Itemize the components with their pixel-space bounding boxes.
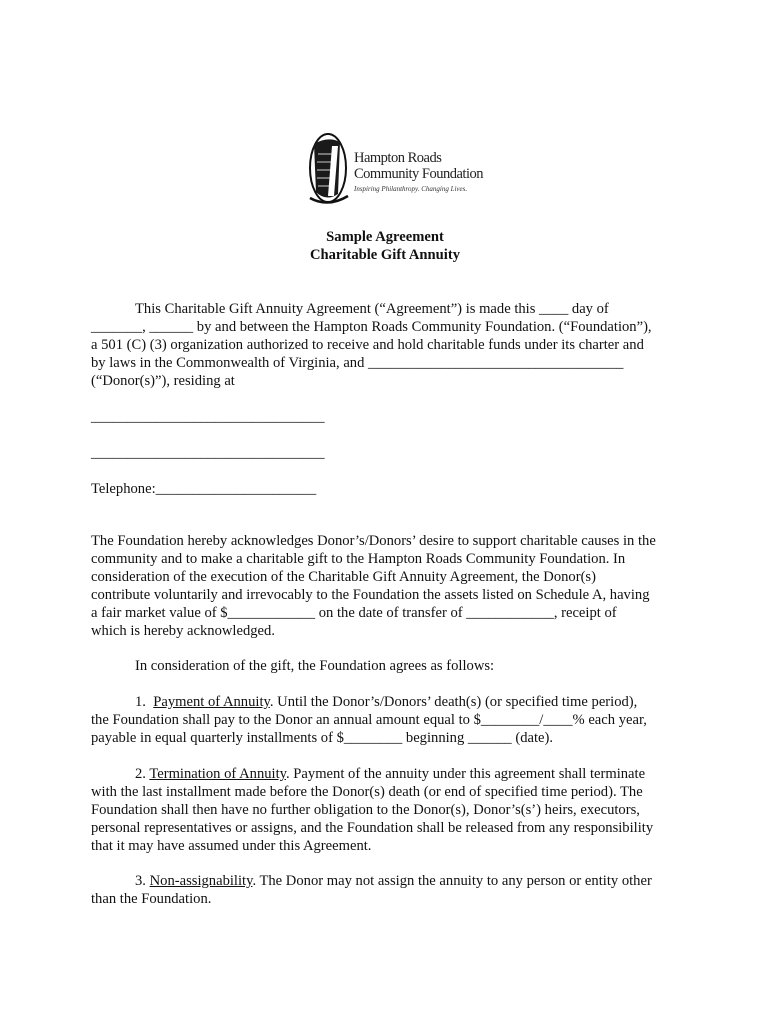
clause-3-heading: Non-assignability [149,873,253,889]
intro-line-5: (“Donor(s)”), residing at [91,373,235,389]
clause-3-line-2: than the Foundation. [91,891,212,907]
clause-3-line-1 [135,872,652,890]
ack-line-5: a fair market value of $____________ on the date of transfer of ____________, receipt of [91,605,617,621]
clause-2-line-5: that it may have assumed under this Agreement. [91,838,372,854]
telephone-line: Telephone:______________________ [91,481,317,497]
clause-1-line-2: the Foundation shall pay to the Donor an annual amount equal to $________/____% each year, [91,712,647,728]
clause-1-number: 1. [135,694,146,710]
intro-line-1: This Charitable Gift Annuity Agreement (“Agreement”) is made this ____ day of [135,301,609,317]
intro-line-3: a 501 (C) (3) organization authorized to receive and hold charitable funds under its charter and [91,337,644,353]
clause-2-line-2: with the last installment made before the Donor(s) death (or end of specified time period). The [91,784,643,800]
consideration-line: In consideration of the gift, the Foundation agrees as follows: [135,658,495,674]
document-subtitle: Charitable Gift Annuity [309,247,460,263]
clause-1-heading: Payment of Annuity [153,694,270,710]
address-line-2: ________________________________ [91,445,325,461]
clause-2-number: 2. [135,766,146,782]
sail-emblem-icon [308,132,352,212]
clause-1-line-3: payable in equal quarterly installments of $________ beginning ______ (date). [91,730,554,746]
clause-2-heading: Termination of Annuity [149,766,286,782]
document-title: Sample Agreement [326,229,444,245]
foundation-logo [308,132,483,212]
intro-line-2: _______, ______ by and between the Hampton Roads Community Foundation. (“Foundation”), [91,319,652,335]
intro-line-4: by laws in the Commonwealth of Virginia, and ___________________________________ [91,355,624,371]
clause-1-text: . Until the Donor’s/Donors’ death(s) (or specified time period), [269,694,638,710]
ack-line-4: contribute voluntarily and irrevocably to the Foundation the assets listed on Schedule A, having [91,587,650,603]
logo-tagline: Inspiring Philanthropy. Changing Lives. [354,185,468,193]
clause-1-line-1 [135,693,637,711]
ack-line-1: The Foundation hereby acknowledges Donor’s/Donors’ desire to support charitable causes in the [91,533,656,549]
clause-2-line-1 [135,765,645,783]
clause-2-line-3: Foundation shall then have no further obligation to the Donor(s), Donor’s(s’) heirs, executors, [91,802,640,818]
clause-2-line-4: personal representatives or assigns, and the Foundation shall be released from any responsibility [91,820,654,836]
ack-line-6: which is hereby acknowledged. [91,623,275,639]
clause-2-text: . Payment of the annuity under this agreement shall terminate [286,766,646,782]
clause-3-number: 3. [135,873,146,889]
clause-3-text: . The Donor may not assign the annuity to any person or entity other [252,873,652,889]
ack-line-2: community and to make a charitable gift to the Hampton Roads Community Foundation. In [91,551,626,567]
logo-name: Hampton Roads Community Foundation [354,150,483,182]
ack-line-3: consideration of the execution of the Charitable Gift Annuity Agreement, the Donor(s) [91,569,596,585]
address-line-1: ________________________________ [91,409,325,425]
